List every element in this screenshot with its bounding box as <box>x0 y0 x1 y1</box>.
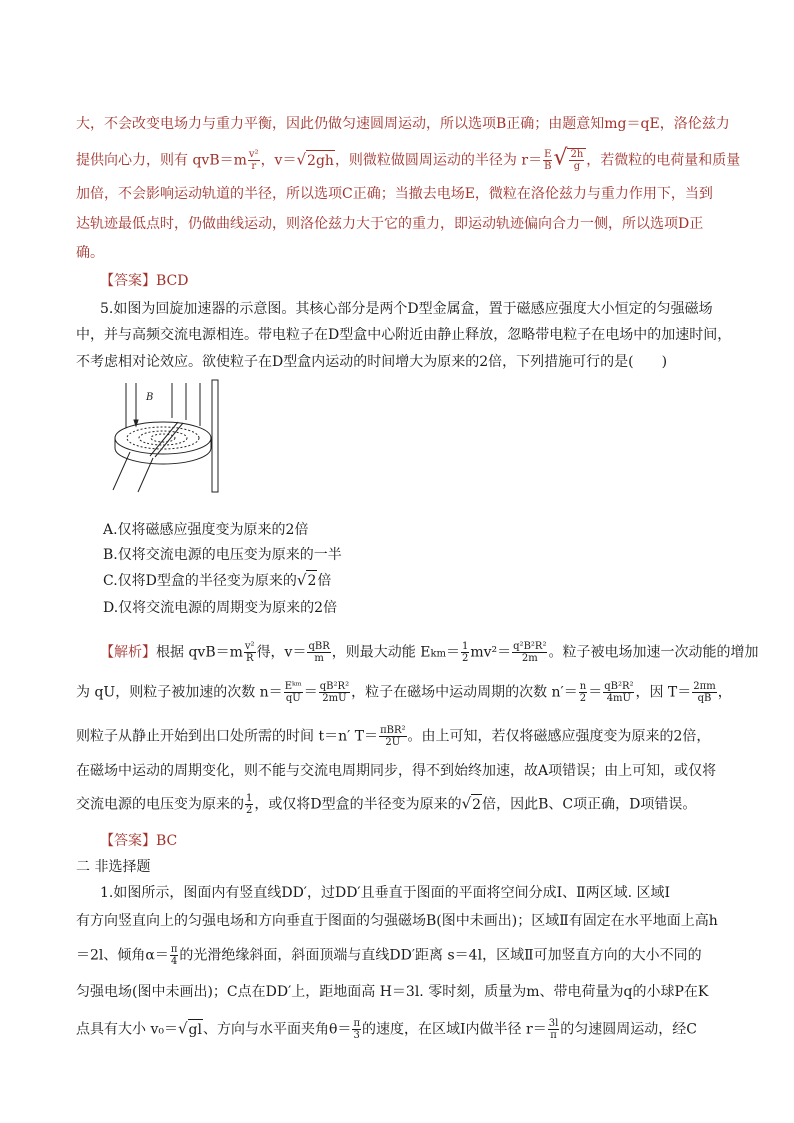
option-a: A.仅将磁感应强度变为原来的2倍 <box>103 522 309 538</box>
answer-value: BCD <box>156 273 189 289</box>
analysis5-line1: 【解析】根据 qvB＝m $\frac{\text{v²}}{R}$ 得，v＝ $\frac{\text{qBR}}{m}$ ，则最大动能 Ekm＝ $\frac{1}{2}$ mv²＝ $\frac{\text{q²B²R²}}{2m}$ 。粒子被电场加速一次动能的增加 <box>100 641 759 664</box>
fraction: $\frac{E}{B}$ <box>544 149 552 172</box>
p1-line2: 有方向竖直向上的匀强电场和方向垂直于图面的匀强磁场B(图中未画出)；区域Ⅱ有固定在水平地面上高h <box>76 913 718 929</box>
analysis5-line5: 交流电源的电压变为原来的 $\frac{1}{2}$ ，或仅将D型盒的半径变为原来的√2倍，因此B、C项正确，D项错误。 <box>76 793 697 816</box>
cyclotron-figure <box>108 378 226 496</box>
analysis5-line4: 在磁场中运动的周期变化，则不能与交流电周期同步，得不到始终加速，故A项错误；由上可知，或仅将 <box>76 763 717 779</box>
fraction: $\frac{\text{v²}}{r}$ <box>248 149 259 172</box>
answer-tag: 【答案】 <box>100 273 156 289</box>
option-c: C.仅将D型盒的半径变为原来的√2倍 <box>103 571 332 589</box>
prev-explanation-line4: 达轨迹最低点时，仍做曲线运动，则洛伦兹力大于它的重力，即运动轨迹偏向合力一侧，所以选项D正 <box>76 216 704 232</box>
analysis5-line3: 则粒子从静止开始到出口处所需的时间 t＝n′ T＝ $\frac{\text{πBR²}}{2U}$ 。由上可知，若仅将磁感应强度变为原来的2倍， <box>76 725 711 748</box>
q5-line1: 5.如图为回旋加速器的示意图。其核心部分是两个D型金属盒，置于磁感应强度大小恒定的匀强磁场 <box>100 301 713 317</box>
answer-tag: 【答案】 <box>100 833 156 849</box>
prev-explanation-line3: 加倍，不会影响运动轨道的半径，所以选项C正确；当撤去电场E，微粒在洛伦兹力与重力作用下，当到 <box>76 186 713 202</box>
sqrt-sign: √ <box>296 150 307 169</box>
prev-explanation-line2: 提供向心力，则有 qvB＝m $\frac{\text{v²}}{r}$ ，v＝√2gh，则微粒做圆周运动的半径为 r＝ $\frac{E}{B}$ √ $\frac{2h}{g}$ ，若微粒的电荷量和质量 <box>76 145 741 172</box>
p1-line5: 点具有大小 v₀＝√gl、方向与水平面夹角θ＝ $\frac{\pi}{3}$ 的速度，在区域Ⅰ内做半径 r＝ $\frac{3l}{\pi}$ 的匀速圆周运动，经C <box>76 1018 697 1041</box>
option-d: D.仅将交流电源的周期变为原来的2倍 <box>103 600 338 616</box>
text: 提供向心力，则有 qvB＝m <box>76 152 247 169</box>
field-label: B <box>146 392 154 403</box>
q5-line3: 不考虑相对论效应。欲使粒子在D型盒内运动的时间增大为原来的2倍，下列措施可行的是( ) <box>76 354 668 370</box>
p1-line4: 匀强电场(图中未画出)；C点在DD′上，距地面高 H＝3l. 零时刻，质量为m、带电荷量为q的小球P在K <box>76 984 709 1000</box>
answer-value: BC <box>156 833 178 849</box>
p1-line3: ＝2l、倾角α＝ $\frac{\pi}{4}$ 的光滑绝缘斜面，斜面顶端与直线DD′距离 s＝4l，区域Ⅱ可加竖直方向的大小不同的 <box>76 944 702 967</box>
p1-line1: 1.如图所示，图面内有竖直线DD′，过DD′且垂直于图面的平面将空间分成Ⅰ、Ⅱ两区域. 区域Ⅰ <box>100 885 671 901</box>
analysis-tag: 【解析】 <box>100 644 156 661</box>
option-b: B.仅将交流电源的电压变为原来的一半 <box>103 547 342 563</box>
answer-4 <box>100 271 188 291</box>
sqrt-sign: √ <box>553 145 568 171</box>
text: 大，不会改变电场力与重力平衡，因此仍做匀速圆周运动，所以选项B正确；由题意知mg＝qE，洛伦兹力 <box>76 116 730 132</box>
prev-explanation-line5: 确。 <box>76 245 104 261</box>
q5-line2: 中，并与高频交流电源相连。带电粒子在D型盒中心附近由静止释放，忽略带电粒子在电场中的加速时间， <box>76 327 732 343</box>
analysis5-line2: 为 qU，则粒子被加速的次数 n＝ $\frac{\text{Eᵏᵐ}}{qU}$ ＝ $\frac{\text{qB²R²}}{2mU}$ ，粒子在磁场中运动周期的次数 n′＝ $\frac{n}{2}$ ＝ $\frac{\text{qB²R²}}{4mU}$ ，因 T＝ $\frac{2\pi m}{qB}$ ， <box>76 681 732 704</box>
sqrt-content: $\frac{2h}{g}$ <box>567 148 586 172</box>
sqrt-content: 2gh <box>306 150 335 171</box>
section-title: 二 非选择题 <box>76 859 151 875</box>
answer-5 <box>100 831 177 851</box>
prev-explanation-line1 <box>76 114 730 134</box>
